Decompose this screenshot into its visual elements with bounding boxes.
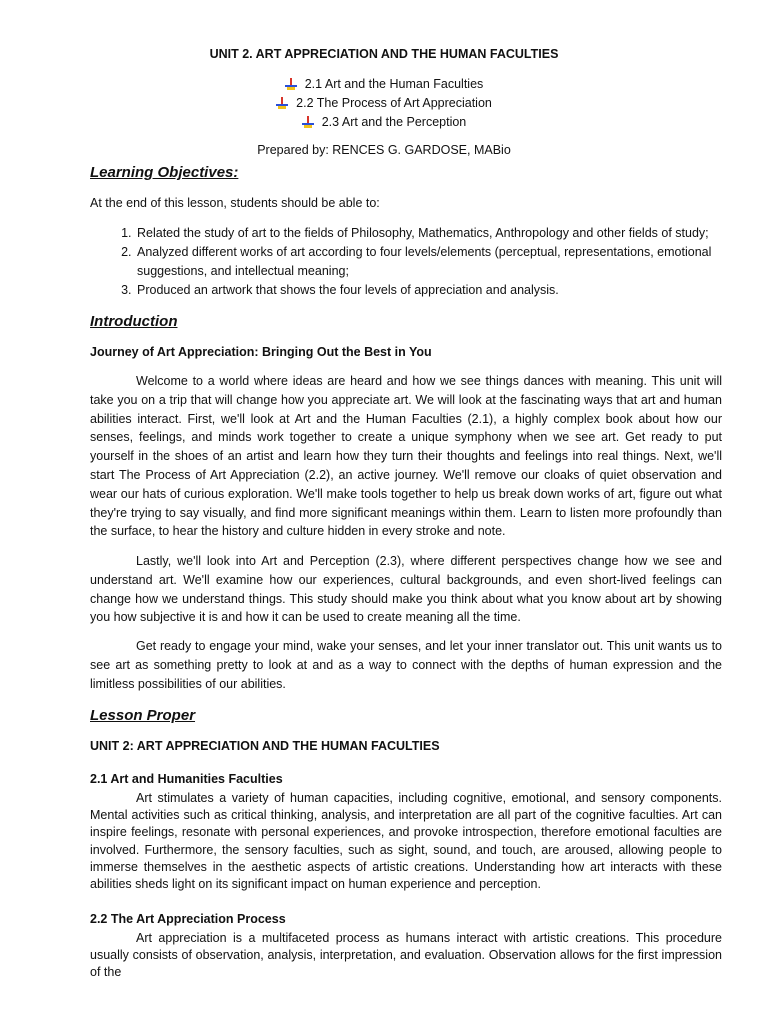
prepared-by: Prepared by: RENCES G. GARDOSE, MABio	[257, 143, 511, 157]
intro-paragraph: Get ready to engage your mind, wake your senses, and let your inner translator out. This unit wants us to see art as something pretty to look at and as a way to connect with the depths of human expression and the limitless possibilities of our abilities.	[90, 639, 722, 691]
introduction-subheading: Journey of Art Appreciation: Bringing Out the Best in You	[90, 345, 432, 359]
section-2-1-heading: 2.1 Art and Humanities Faculties	[90, 772, 283, 786]
introduction-heading: Introduction	[90, 313, 178, 330]
toc-item-2-1	[0, 77, 768, 91]
unit-title: UNIT 2. ART APPRECIATION AND THE HUMAN FACULTIES	[209, 47, 559, 61]
toc-label: 2.3 Art and the Perception	[321, 115, 467, 129]
objectives-list	[90, 224, 722, 300]
colored-arrow-bullet-icon	[276, 97, 288, 109]
toc-item-2-2	[0, 96, 768, 110]
colored-arrow-bullet-icon	[302, 116, 314, 128]
section-2-1-text: Art stimulates a variety of human capacities, including cognitive, emotional, and sensory components. Mental activities such as critical thinking, analysis, and interpretation are all part of the cognitive faculties. Art can inspire feelings, resonate with personal experiences, and provoke introspection, therefore emotional faculties are involved. Furthermore, the sensory faculties, such as sight, sound, and touch, are aroused, allowing people to immerse themselves in the aesthetic aspects of artistic creations. Understanding how art interacts with these abilities sheds light on its significant impact on human experience and perception.	[90, 791, 722, 892]
objective-item: 2. Analyzed different works of art according to four levels/elements (perceptual, representations, emotional suggestions, and intellectual meaning;	[135, 243, 722, 281]
toc-label: 2.1 Art and the Human Faculties	[304, 77, 484, 91]
lesson-proper-heading: Lesson Proper	[90, 707, 196, 724]
colored-arrow-bullet-icon	[285, 78, 297, 90]
section-2-2-text: Art appreciation is a multifaceted process as humans interact with artistic creations. This procedure usually consists of observation, analysis, interpretation, and evaluation. Observation allows for the first impression of the	[90, 931, 722, 980]
toc-item-2-3	[0, 115, 768, 129]
toc-label: 2.2 The Process of Art Appreciation	[296, 96, 492, 110]
section-2-2-heading: 2.2 The Art Appreciation Process	[90, 912, 286, 926]
objective-item: 1. Related the study of art to the fields of Philosophy, Mathematics, Anthropology and other fields of study;	[135, 224, 722, 243]
learning-objectives-heading: Learning Objectives:	[90, 164, 239, 181]
intro-paragraph: Lastly, we'll look into Art and Perception (2.3), where different perspectives change how we see and understand art. We'll examine how our experiences, cultural backgrounds, and even short-lived feelings can change how we understand things. This study should make you think about what you know about art by showing you how subjective it is and how it can be used to create meaning all the time.	[90, 554, 722, 625]
intro-paragraph: Welcome to a world where ideas are heard and how we see things dances with meaning. This unit will take you on a trip that will change how you appreciate art. We will look at the fascinating ways that art and human abilities interact. First, we'll look at Art and the Human Faculties (2.1), a highly complex book about how our senses, feelings, and minds work together to create a unique symphony when we see art. Get ready to put yourself in the shoes of an artist and learn how they turn their thoughts and feelings into real things. Next, we'll start The Process of Art Appreciation (2.2), an active journey. We'll remove our cloaks of quiet observation and wear our hats of curious exploration. We'll make tools together to help us break down works of art, figure out what they're trying to say visually, and find more significant meanings within them. Learn to listen more profoundly than the surface, to hear the history and culture hidden in every stroke and note.	[90, 374, 722, 539]
objectives-intro: At the end of this lesson, students should be able to:	[90, 196, 380, 210]
objective-item: 3. Produced an artwork that shows the four levels of appreciation and analysis.	[135, 281, 722, 300]
lesson-unit-title: UNIT 2: ART APPRECIATION AND THE HUMAN FACULTIES	[90, 739, 440, 753]
